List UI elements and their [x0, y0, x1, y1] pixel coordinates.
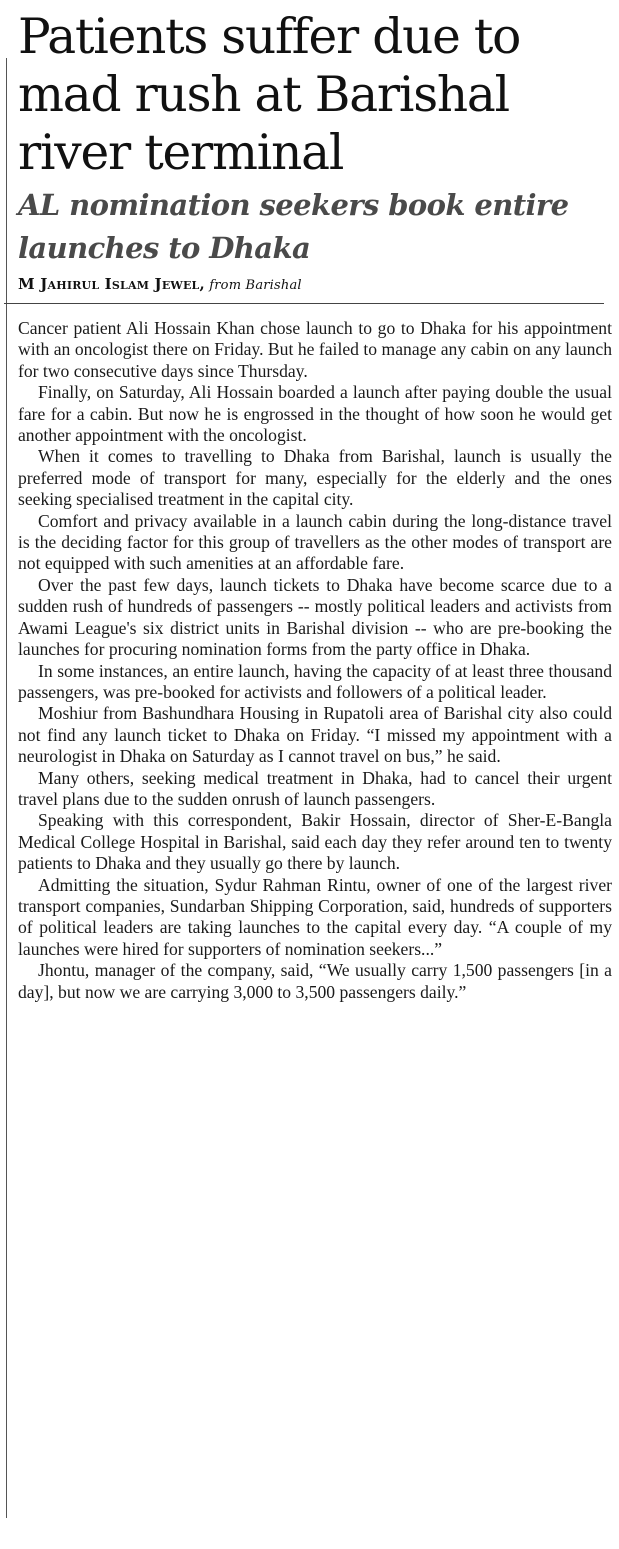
paragraph: Jhontu, manager of the company, said, “We usually carry 1,500 passengers [in a day], but now we are carrying 3,000 to 3,500 passengers daily.”: [18, 960, 612, 1002]
column-rule: [6, 58, 7, 1518]
paragraph: Admitting the situation, Sydur Rahman Rintu, owner of one of the largest river transport companies, Sundarban Shipping Corporation, said, hundreds of supporters of political leaders are taking launches to the capital every day. “A couple of my launches were hired for supporters of nomination seekers...”: [18, 874, 612, 959]
news-article: [18, 8, 612, 1003]
paragraph: When it comes to travelling to Dhaka from Barishal, launch is usually the preferred mode of transport for many, especially for the elderly and the ones seeking specialised treatment in the capital city.: [18, 446, 612, 510]
byline-location: from Barishal: [209, 278, 302, 293]
byline-author: M Jahirul Islam Jewel,: [18, 275, 205, 293]
paragraph: Cancer patient Ali Hossain Khan chose launch to go to Dhaka for his appointment with an oncologist there on Friday. But he failed to manage any cabin on any launch for two consecutive days since Thursday.: [18, 318, 612, 381]
paragraph: Comfort and privacy available in a launch cabin during the long-distance travel is the deciding factor for this group of travellers as the other modes of transport are not equipped with such amenities at an affordable fare.: [18, 510, 612, 574]
paragraph: In some instances, an entire launch, having the capacity of at least three thousand passengers, was pre-booked for activists and followers of a political leader.: [18, 660, 612, 702]
subheadline: AL nomination seekers book entire launches to Dhaka: [18, 188, 569, 265]
article-body: [18, 318, 612, 1003]
byline-divider: [4, 303, 604, 304]
paragraph: Over the past few days, launch tickets to Dhaka have become scarce due to a sudden rush of hundreds of passengers -- mostly political leaders and activists from Awami League's six district units in Barishal division -- who are pre-booking the launches for procuring nomination forms from the party office in Dhaka.: [18, 574, 612, 660]
paragraph: Moshiur from Bashundhara Housing in Rupatoli area of Barishal city also could not find any launch ticket to Dhaka on Friday. “I missed my appointment with a neurologist in Dhaka on Saturday as I cannot travel on bus,” he said.: [18, 703, 612, 767]
paragraph: Many others, seeking medical treatment in Dhaka, had to cancel their urgent travel plans due to the sudden onrush of launch passengers.: [18, 767, 612, 809]
paragraph: Finally, on Saturday, Ali Hossain boarded a launch after paying double the usual fare for a cabin. But now he is engrossed in the thought of how soon he would get another appointment with the oncologist.: [18, 382, 612, 446]
paragraph: Speaking with this correspondent, Bakir Hossain, director of Sher-E-Bangla Medical College Hospital in Barishal, said each day they refer around ten to twenty patients to Dhaka and they usually go there by launch.: [18, 810, 612, 874]
headline: Patients suffer due to mad rush at Barishal river terminal: [18, 9, 521, 181]
byline: [18, 274, 612, 296]
